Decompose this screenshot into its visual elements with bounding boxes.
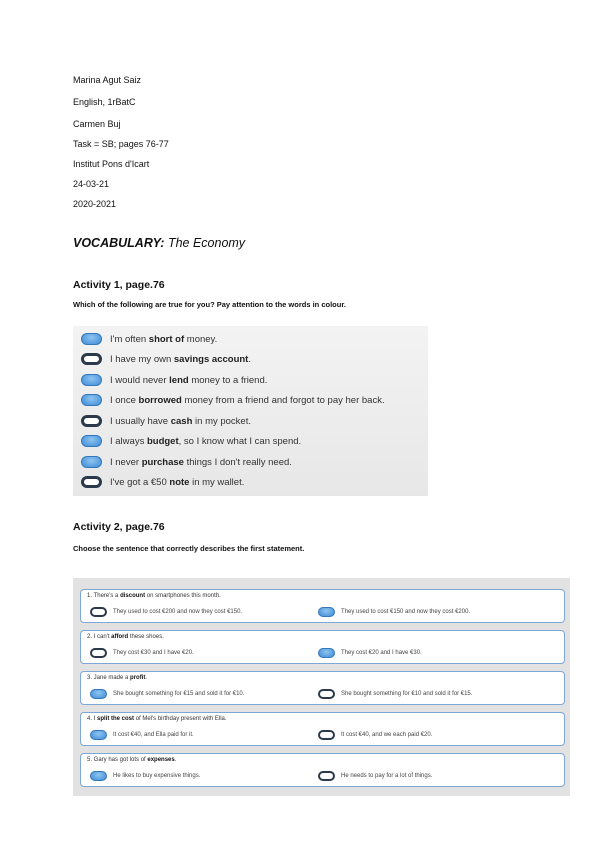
radio-toggle[interactable] — [318, 689, 335, 699]
statement-text: I have my own savings account. — [110, 353, 251, 365]
statement-text: I never purchase things I don't really need. — [110, 456, 292, 468]
task-line: Task = SB; pages 76-77 — [73, 139, 169, 149]
radio-toggle[interactable] — [318, 771, 335, 781]
activity1-title: Activity 1, page.76 — [73, 279, 165, 291]
question-text: 3. Jane made a profit. — [87, 675, 148, 681]
school-name: Institut Pons d'Icart — [73, 159, 150, 169]
question-card — [80, 630, 565, 664]
question-text: 4. I split the cost of Mel's birthday present with Ella. — [87, 716, 227, 722]
answer-option[interactable] — [90, 689, 244, 699]
option-text: They used to cost €150 and now they cost €200. — [341, 609, 471, 615]
teacher-name: Carmen Buj — [73, 119, 121, 129]
section-label: VOCABULARY: — [73, 236, 165, 250]
course-line: English, 1rBatC — [73, 97, 136, 107]
option-text: It cost €40, and we each paid €20. — [341, 732, 433, 738]
activity2-title: Activity 2, page.76 — [73, 521, 165, 533]
option-text: They cost €20 and I have €30. — [341, 650, 422, 656]
question-card — [80, 712, 565, 746]
radio-toggle[interactable] — [90, 730, 107, 740]
answer-option[interactable] — [318, 607, 470, 617]
statement-text: I'm often short of money. — [110, 333, 218, 345]
activity1-panel — [73, 326, 428, 496]
option-text: They used to cost €200 and now they cost €150. — [113, 609, 243, 615]
statement-item[interactable] — [81, 453, 292, 471]
section-topic: The Economy — [167, 236, 246, 250]
option-text: It cost €40, and Ella paid for it. — [113, 732, 194, 738]
section-title — [73, 236, 245, 250]
radio-toggle[interactable] — [90, 607, 107, 617]
statement-text: I always budget, so I know what I can spend. — [110, 435, 302, 447]
radio-toggle[interactable] — [90, 689, 107, 699]
statement-text: I usually have cash in my pocket. — [110, 415, 251, 427]
toggle-switch[interactable] — [81, 435, 102, 447]
toggle-switch[interactable] — [81, 415, 102, 427]
answer-option[interactable] — [90, 730, 194, 740]
toggle-switch[interactable] — [81, 476, 102, 488]
toggle-switch[interactable] — [81, 374, 102, 386]
question-card — [80, 589, 565, 623]
question-text: 2. I can't afford these shoes. — [87, 634, 164, 640]
answer-option[interactable] — [90, 648, 194, 658]
option-text: He likes to buy expensive things. — [113, 773, 201, 779]
option-text: She bought something for €10 and sold it for €15. — [341, 691, 473, 697]
answer-option[interactable] — [318, 730, 432, 740]
statement-item[interactable] — [81, 371, 267, 389]
option-text: She bought something for €15 and sold it for €10. — [113, 691, 245, 697]
statement-text: I would never lend money to a friend. — [110, 374, 268, 386]
question-text: 1. There's a discount on smartphones this month. — [87, 593, 221, 599]
radio-toggle[interactable] — [318, 730, 335, 740]
statement-item[interactable] — [81, 473, 244, 491]
radio-toggle[interactable] — [90, 648, 107, 658]
toggle-switch[interactable] — [81, 353, 102, 365]
statement-text: I once borrowed money from a friend and forgot to pay her back. — [110, 394, 385, 406]
toggle-switch[interactable] — [81, 456, 102, 468]
school-year: 2020-2021 — [73, 199, 117, 209]
date-line: 24-03-21 — [73, 179, 110, 189]
option-text: They cost €30 and I have €20. — [113, 650, 194, 656]
toggle-switch[interactable] — [81, 394, 102, 406]
activity2-instruction: Choose the sentence that correctly describes the first statement. — [73, 544, 305, 553]
statement-item[interactable] — [81, 330, 217, 348]
radio-toggle[interactable] — [90, 771, 107, 781]
radio-toggle[interactable] — [318, 648, 335, 658]
question-card — [80, 753, 565, 787]
answer-option[interactable] — [318, 771, 432, 781]
activity2-panel — [73, 578, 570, 796]
option-text: He needs to pay for a lot of things. — [341, 773, 433, 779]
statement-text: I've got a €50 note in my wallet. — [110, 476, 245, 488]
answer-option[interactable] — [90, 771, 200, 781]
answer-option[interactable] — [318, 648, 422, 658]
question-text: 5. Gary has got lots of expenses. — [87, 757, 177, 763]
student-name: Marina Agut Saiz — [73, 75, 142, 85]
toggle-switch[interactable] — [81, 333, 102, 345]
answer-option[interactable] — [318, 689, 472, 699]
question-card — [80, 671, 565, 705]
activity1-instruction: Which of the following are true for you? Pay attention to the words in colour. — [73, 300, 346, 309]
statement-item[interactable] — [81, 350, 251, 368]
statement-item[interactable] — [81, 432, 301, 450]
statement-item[interactable] — [81, 391, 385, 409]
radio-toggle[interactable] — [318, 607, 335, 617]
statement-item[interactable] — [81, 412, 251, 430]
answer-option[interactable] — [90, 607, 242, 617]
